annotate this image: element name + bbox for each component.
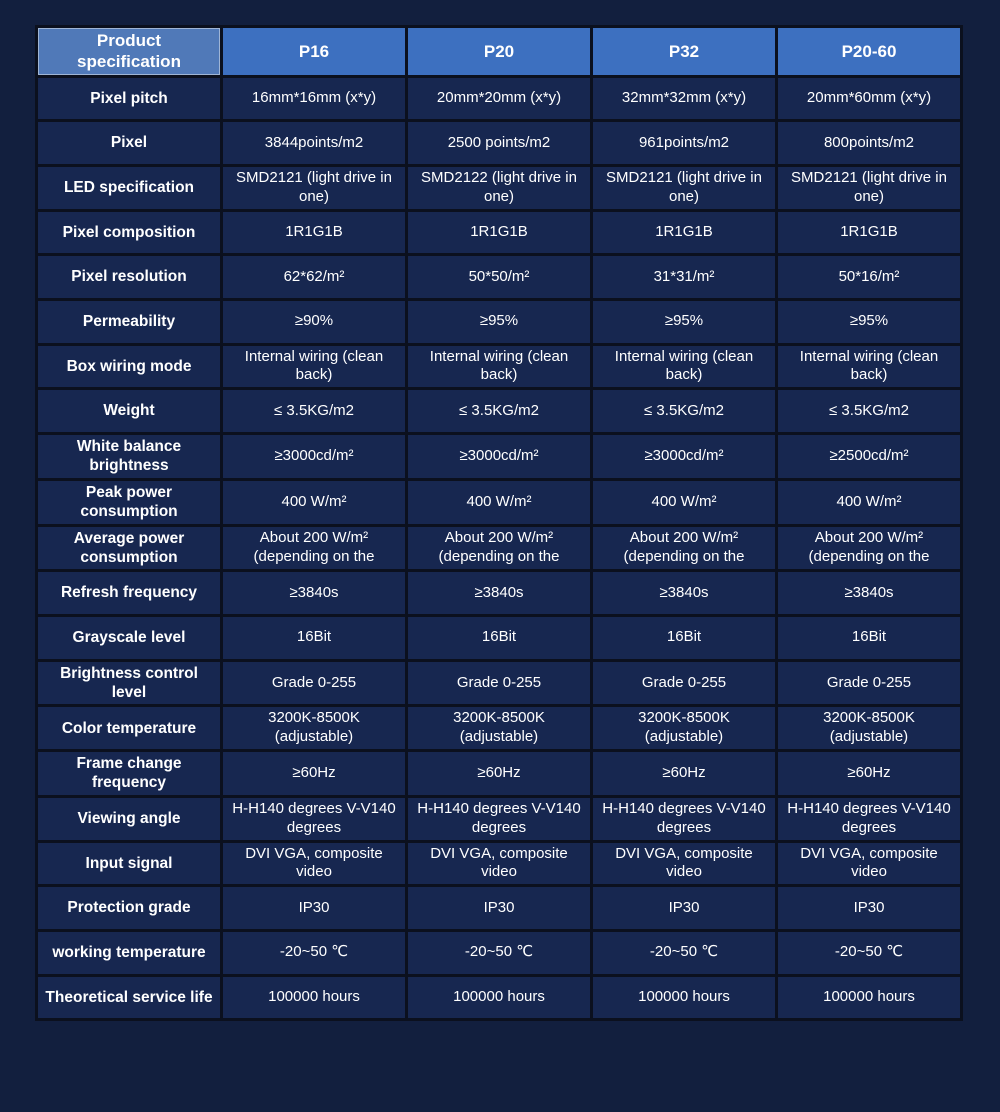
row-label: LED specification [37,165,222,210]
row-label: Weight [37,389,222,434]
table-row [37,751,962,797]
spec-value-cell: 100000 hours [222,975,407,1020]
spec-value-cell: IP30 [777,886,962,931]
row-label: working temperature [37,930,222,975]
table-row [37,796,962,841]
row-label: Grayscale level [37,615,222,660]
spec-value-cell: ≥60Hz [592,751,777,797]
column-header-p16: P16 [222,27,407,77]
row-label: White balance brightness [37,434,222,480]
row-label: Frame change frequency [37,751,222,797]
row-label: Box wiring mode [37,344,222,389]
spec-value-cell: 16Bit [777,615,962,660]
spec-value-cell: ≥3000cd/m² [222,434,407,480]
spec-value-cell: IP30 [222,886,407,931]
spec-value-cell: ≥60Hz [777,751,962,797]
spec-value-cell: 16Bit [407,615,592,660]
spec-value-cell: ≥60Hz [222,751,407,797]
spec-value-cell: ≥95% [777,299,962,344]
spec-value-cell: SMD2122 (light drive in one) [407,165,592,210]
row-label: Pixel resolution [37,255,222,300]
table-row [37,76,962,121]
spec-value-cell: H-H140 degrees V-V140 degrees [222,796,407,841]
spec-value-cell: 1R1G1B [407,210,592,255]
spec-value-cell: ≥3840s [407,571,592,616]
row-label: Peak power consumption [37,479,222,525]
spec-value-cell: H-H140 degrees V-V140 degrees [407,796,592,841]
table-row [37,525,962,571]
spec-value-cell: ≥90% [222,299,407,344]
spec-value-cell: 3200K-8500K (adjustable) [777,706,962,751]
spec-value-cell: ≥3000cd/m² [407,434,592,480]
table-row [37,571,962,616]
spec-value-cell: 3844points/m2 [222,121,407,166]
row-label: Color temperature [37,706,222,751]
table-row [37,255,962,300]
spec-value-cell: About 200 W/m² (depending on the [222,525,407,571]
spec-value-cell: 3200K-8500K (adjustable) [592,706,777,751]
row-label: Theoretical service life [37,975,222,1020]
spec-value-cell: ≤ 3.5KG/m2 [777,389,962,434]
table-row [37,615,962,660]
spec-value-cell: Grade 0-255 [222,660,407,706]
spec-value-cell: Internal wiring (clean back) [592,344,777,389]
spec-value-cell: 62*62/m² [222,255,407,300]
row-label: Brightness control level [37,660,222,706]
table-row [37,706,962,751]
spec-value-cell: Internal wiring (clean back) [777,344,962,389]
spec-value-cell: ≥3840s [222,571,407,616]
spec-value-cell: About 200 W/m² (depending on the [777,525,962,571]
table-row [37,165,962,210]
row-label: Permeability [37,299,222,344]
spec-value-cell: IP30 [592,886,777,931]
spec-value-cell: Grade 0-255 [407,660,592,706]
spec-value-cell: 961points/m2 [592,121,777,166]
spec-value-cell: 16mm*16mm (x*y) [222,76,407,121]
spec-value-cell: 1R1G1B [222,210,407,255]
table-row [37,434,962,480]
spec-value-cell: 20mm*60mm (x*y) [777,76,962,121]
table-row [37,389,962,434]
table-row [37,479,962,525]
row-label: Pixel [37,121,222,166]
spec-value-cell: Grade 0-255 [777,660,962,706]
spec-value-cell: DVI VGA, composite video [777,841,962,886]
row-label: Average power consumption [37,525,222,571]
spec-value-cell: ≤ 3.5KG/m2 [222,389,407,434]
column-header-p20: P20 [407,27,592,77]
spec-value-cell: SMD2121 (light drive in one) [777,165,962,210]
spec-value-cell: 20mm*20mm (x*y) [407,76,592,121]
spec-value-cell: Grade 0-255 [592,660,777,706]
spec-value-cell: 100000 hours [407,975,592,1020]
table-row [37,841,962,886]
table-row [37,299,962,344]
spec-value-cell: 800points/m2 [777,121,962,166]
spec-value-cell: -20~50 ℃ [777,930,962,975]
spec-value-cell: ≥95% [407,299,592,344]
table-row [37,121,962,166]
spec-value-cell: 100000 hours [777,975,962,1020]
spec-value-cell: 400 W/m² [592,479,777,525]
column-header-p20-60: P20-60 [777,27,962,77]
row-label: Pixel composition [37,210,222,255]
spec-value-cell: SMD2121 (light drive in one) [222,165,407,210]
spec-value-cell: ≥60Hz [407,751,592,797]
spec-value-cell: 16Bit [222,615,407,660]
spec-value-cell: About 200 W/m² (depending on the [592,525,777,571]
product-specification-table [35,25,963,1021]
spec-value-cell: 3200K-8500K (adjustable) [407,706,592,751]
spec-value-cell: 50*50/m² [407,255,592,300]
spec-value-cell: DVI VGA, composite video [407,841,592,886]
table-row [37,660,962,706]
spec-value-cell: 400 W/m² [222,479,407,525]
spec-value-cell: 32mm*32mm (x*y) [592,76,777,121]
spec-value-cell: 400 W/m² [407,479,592,525]
spec-value-cell: DVI VGA, composite video [222,841,407,886]
spec-value-cell: -20~50 ℃ [592,930,777,975]
table-row [37,930,962,975]
row-label: Viewing angle [37,796,222,841]
spec-value-cell: 50*16/m² [777,255,962,300]
table-row [37,886,962,931]
row-label: Input signal [37,841,222,886]
table-row [37,210,962,255]
table-row [37,344,962,389]
spec-value-cell: ≥3840s [592,571,777,616]
spec-value-cell: ≤ 3.5KG/m2 [407,389,592,434]
column-header-p32: P32 [592,27,777,77]
spec-value-cell: ≥3000cd/m² [592,434,777,480]
spec-value-cell: H-H140 degrees V-V140 degrees [777,796,962,841]
table-title-cell: Product specification [37,27,222,77]
header-row [37,27,962,77]
spec-value-cell: IP30 [407,886,592,931]
spec-table-body [37,76,962,1020]
spec-value-cell: ≥3840s [777,571,962,616]
spec-value-cell: ≥95% [592,299,777,344]
row-label: Pixel pitch [37,76,222,121]
spec-value-cell: 3200K-8500K (adjustable) [222,706,407,751]
spec-value-cell: About 200 W/m² (depending on the [407,525,592,571]
spec-value-cell: Internal wiring (clean back) [222,344,407,389]
spec-value-cell: ≥2500cd/m² [777,434,962,480]
spec-value-cell: 31*31/m² [592,255,777,300]
table-row [37,975,962,1020]
spec-value-cell: -20~50 ℃ [407,930,592,975]
spec-value-cell: 1R1G1B [592,210,777,255]
spec-value-cell: 400 W/m² [777,479,962,525]
spec-value-cell: Internal wiring (clean back) [407,344,592,389]
spec-value-cell: -20~50 ℃ [222,930,407,975]
spec-value-cell: ≤ 3.5KG/m2 [592,389,777,434]
spec-value-cell: H-H140 degrees V-V140 degrees [592,796,777,841]
row-label: Refresh frequency [37,571,222,616]
spec-value-cell: 1R1G1B [777,210,962,255]
spec-value-cell: 16Bit [592,615,777,660]
spec-value-cell: 100000 hours [592,975,777,1020]
spec-value-cell: SMD2121 (light drive in one) [592,165,777,210]
row-label: Protection grade [37,886,222,931]
spec-value-cell: 2500 points/m2 [407,121,592,166]
spec-value-cell: DVI VGA, composite video [592,841,777,886]
